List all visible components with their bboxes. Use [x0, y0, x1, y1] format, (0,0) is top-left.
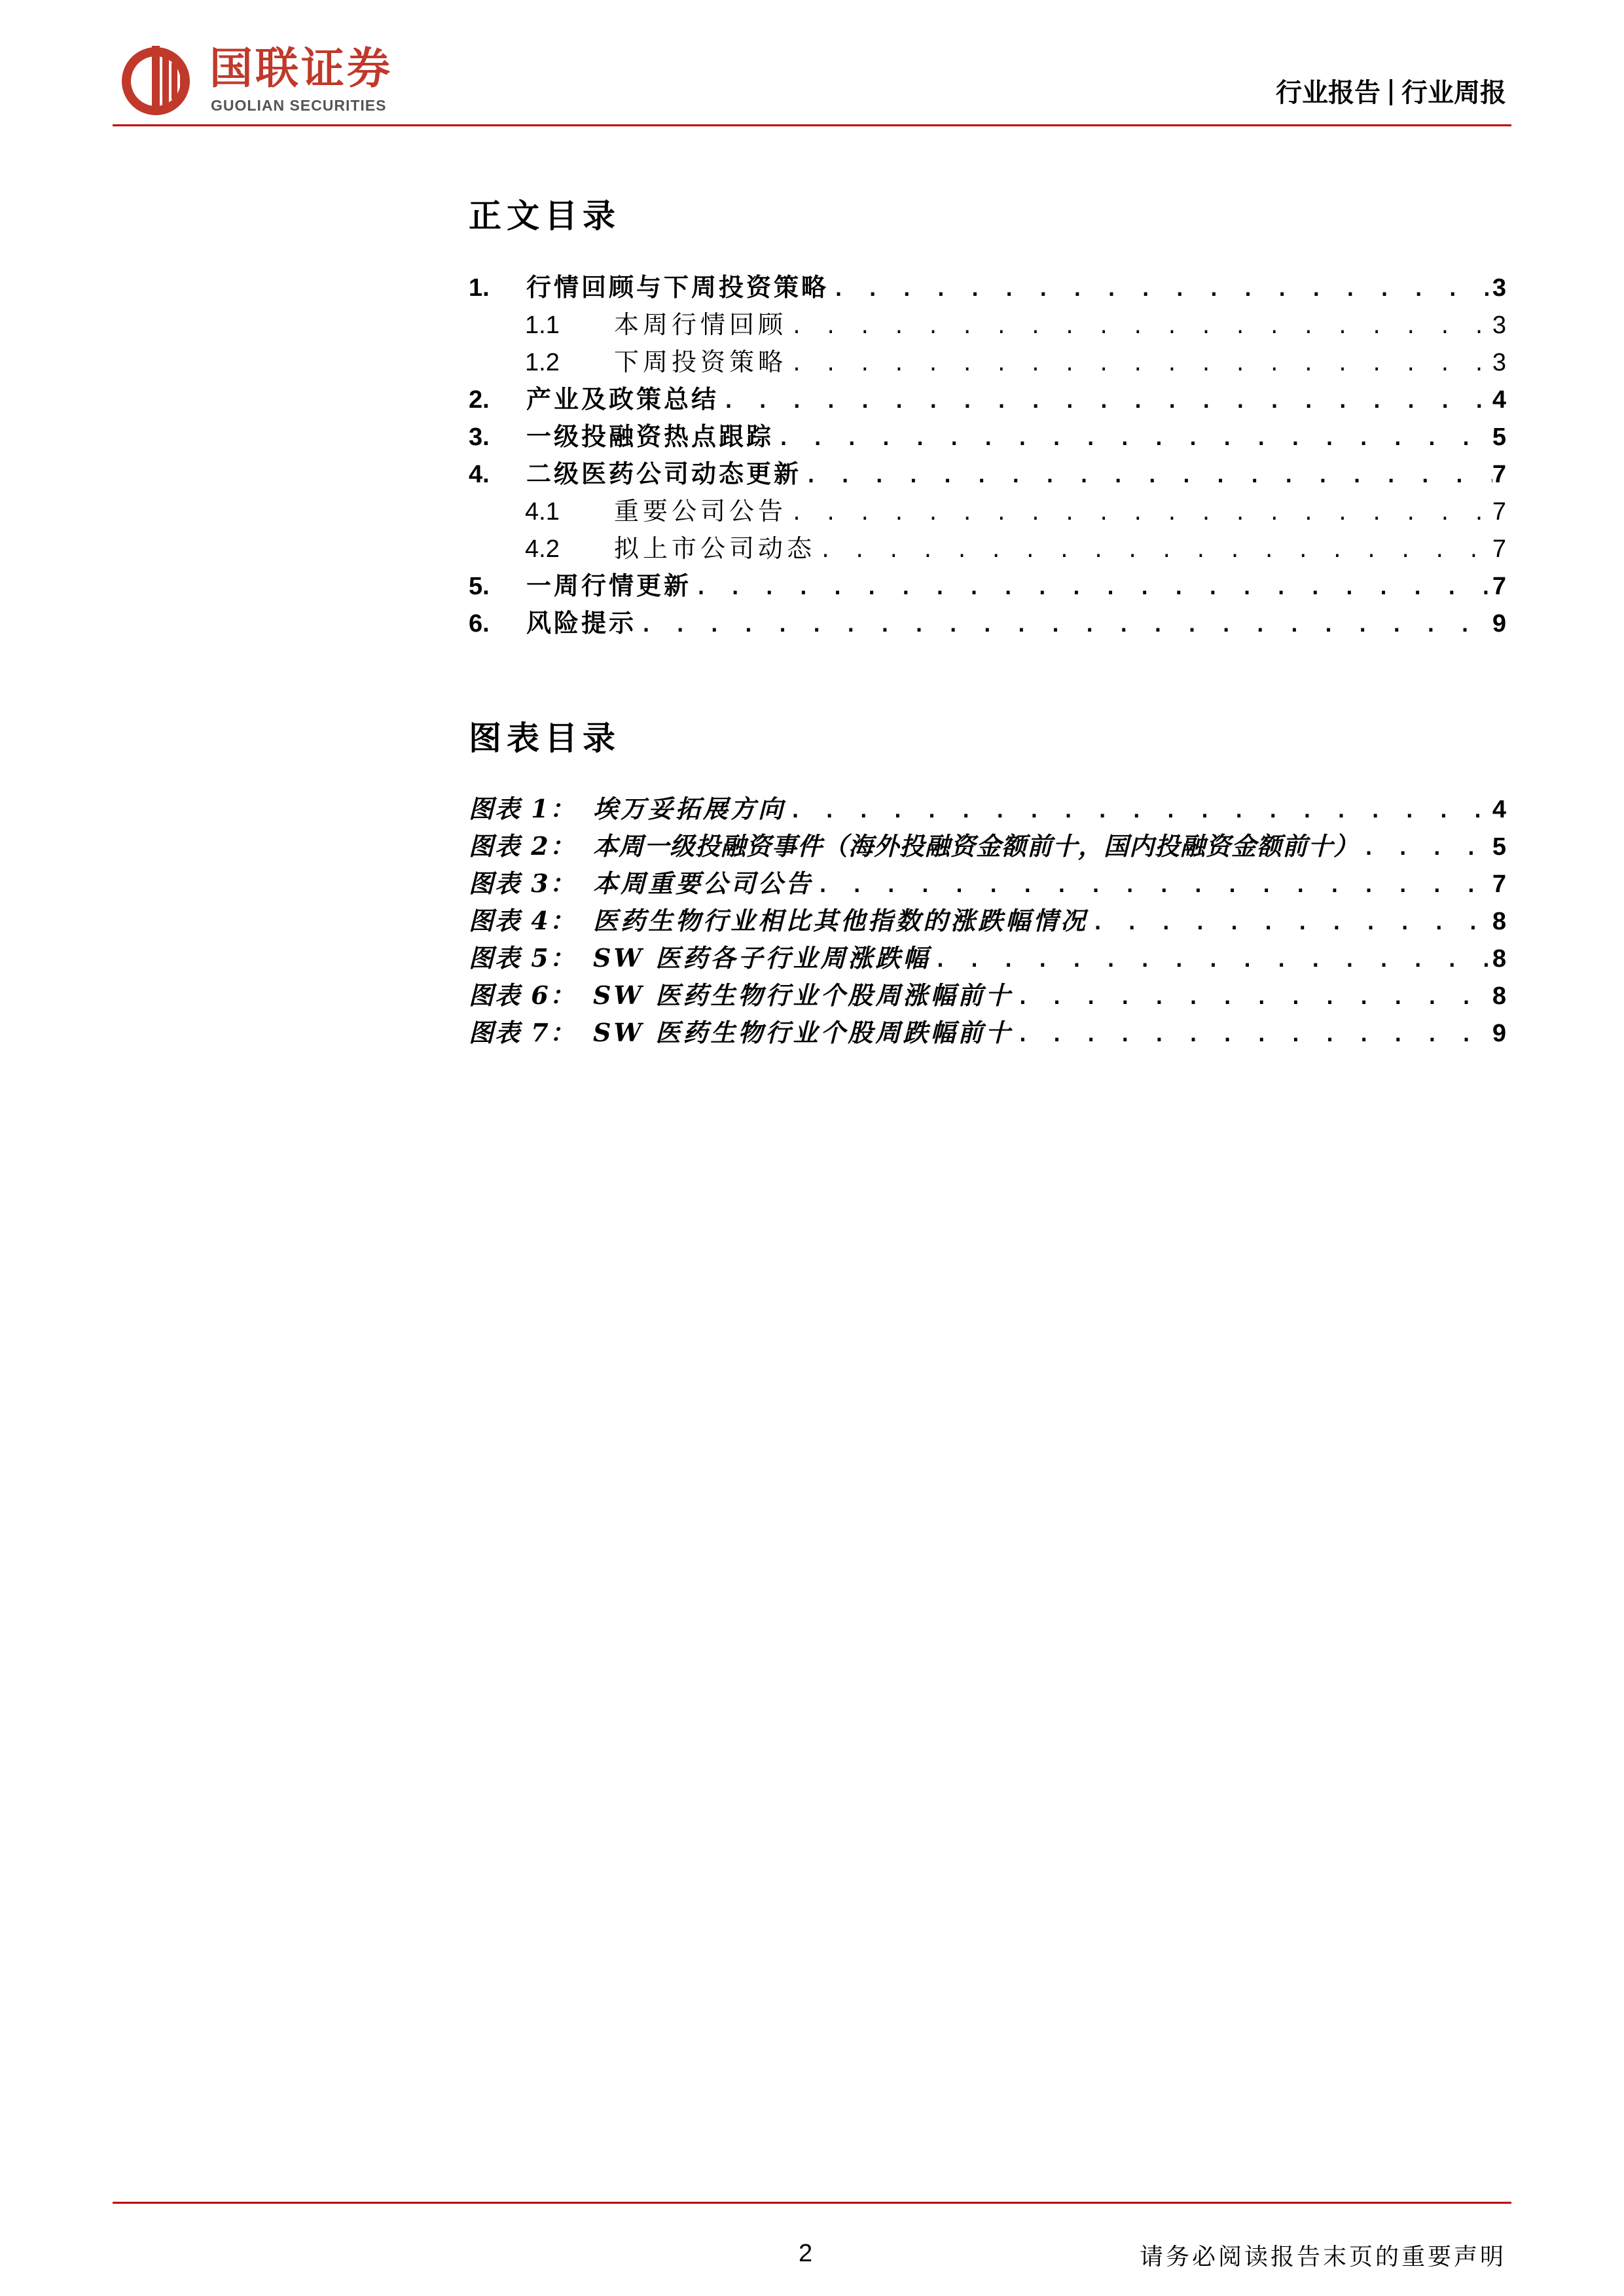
figure-item-title: 本周重要公司公告: [593, 869, 814, 898]
toc-leader-dots: [787, 502, 1492, 525]
figure-item-title: SW 医药生物行业个股周涨幅前十: [593, 980, 1013, 1010]
figure-item-title: 埃万妥拓展方向: [593, 794, 786, 823]
toc-leader-dots: [1088, 912, 1492, 935]
toc-item-page: 5: [1492, 423, 1506, 451]
toc-item-number: 4.: [469, 461, 490, 488]
toc-item-number: 1.: [469, 274, 490, 302]
toc-leader-dots: [785, 800, 1492, 823]
figure-item-label: 图表 6：: [469, 980, 576, 1010]
figure-item-page: 4: [1492, 796, 1506, 823]
toc-item-number: 2.: [469, 386, 490, 414]
logo-chinese-name: 国联证券: [209, 43, 393, 94]
toc-leader-dots: [691, 577, 1492, 600]
footer-disclaimer: 请务必阅读报告末页的重要声明: [1139, 2244, 1506, 2270]
report-type-subcategory: 行业周报: [1401, 77, 1506, 108]
toc-leader-dots: [787, 353, 1492, 376]
toc-item-page: 7: [1492, 535, 1506, 563]
figure-item-title: SW 医药生物行业个股周跌幅前十: [593, 1018, 1013, 1047]
figure-item-label: 图表 7：: [469, 1018, 576, 1047]
toc-item-number: 4.1: [525, 498, 560, 526]
figure-item-page: 5: [1492, 833, 1506, 861]
figures-title: 图表目录: [469, 719, 621, 757]
toc-item-label: 重要公司公告: [614, 497, 787, 526]
figure-item-label: 图表 1：: [469, 794, 576, 823]
toc-item-label: 风险提示: [526, 608, 637, 637]
toc-item[interactable]: [469, 267, 1506, 304]
toc-leader-dots: [787, 315, 1492, 338]
toc-item-label: 本周行情回顾: [614, 310, 787, 339]
toc-item-label: 一级投融资热点跟踪: [526, 422, 774, 451]
report-type-divider: [1390, 79, 1392, 105]
logo-english-name: GUOLIAN SECURITIES: [211, 97, 387, 114]
toc-item[interactable]: [525, 304, 1506, 341]
page-number: 2: [799, 2240, 813, 2267]
toc-leader-dots: [930, 949, 1492, 972]
figure-item-title: 本周一级投融资事件（海外投融资金额前十，国内投融资金额前十）: [593, 831, 1360, 861]
figure-item-label: 图表 5：: [469, 943, 576, 973]
header-rule: [113, 124, 1511, 126]
toc-item-page: 3: [1492, 312, 1506, 339]
toc-item-page: 3: [1492, 274, 1506, 302]
footer-rule: [113, 2202, 1511, 2204]
toc-item-label: 拟上市公司动态: [614, 534, 816, 563]
toc-leader-dots: [1013, 986, 1492, 1009]
toc-item-number: 5.: [469, 573, 490, 600]
figure-item-label: 图表 2：: [469, 831, 576, 861]
toc-item-page: 7: [1492, 573, 1506, 600]
toc-item[interactable]: [525, 342, 1506, 378]
figure-item-label: 图表 4：: [469, 906, 576, 935]
toc-item[interactable]: [525, 528, 1506, 565]
figure-item-page: 8: [1492, 945, 1506, 973]
toc-item-number: 3.: [469, 423, 490, 451]
figure-item[interactable]: [469, 863, 1506, 900]
figure-item-page: 9: [1492, 1020, 1506, 1047]
toc-title: 正文目录: [469, 196, 621, 235]
toc-leader-dots: [801, 465, 1492, 488]
toc-item[interactable]: [469, 379, 1506, 416]
toc-item-label: 行情回顾与下周投资策略: [526, 272, 829, 302]
toc-item-page: 9: [1492, 610, 1506, 637]
toc-leader-dots: [816, 539, 1492, 562]
toc-item[interactable]: [469, 454, 1506, 490]
figure-item[interactable]: [469, 1013, 1506, 1049]
toc-item-label: 一周行情更新: [526, 571, 692, 600]
toc-item-page: 7: [1492, 498, 1506, 526]
toc-item-number: 6.: [469, 610, 490, 637]
toc-item-label: 下周投资策略: [614, 348, 787, 376]
toc-item-label: 二级医药公司动态更新: [526, 459, 802, 488]
toc-item-number: 4.2: [525, 535, 560, 563]
figure-item[interactable]: [469, 826, 1506, 863]
toc-leader-dots: [813, 874, 1492, 897]
toc-leader-dots: [829, 278, 1492, 301]
figure-item-title: 医药生物行业相比其他指数的涨跌幅情况: [593, 906, 1089, 935]
toc-item-page: 4: [1492, 386, 1506, 414]
figure-item-page: 7: [1492, 870, 1506, 898]
report-type: [1276, 77, 1506, 109]
toc-leader-dots: [1013, 1024, 1492, 1047]
toc-leader-dots: [719, 390, 1492, 413]
report-type-category: 行业报告: [1276, 77, 1380, 108]
toc-item-number: 1.1: [525, 312, 560, 339]
figure-item-page: 8: [1492, 982, 1506, 1010]
toc-leader-dots: [1359, 837, 1492, 860]
figure-item[interactable]: [469, 901, 1506, 937]
toc-leader-dots: [636, 614, 1492, 637]
toc-item[interactable]: [469, 603, 1506, 639]
figure-item[interactable]: [469, 789, 1506, 825]
figure-item-page: 8: [1492, 908, 1506, 935]
toc-item-page: 3: [1492, 349, 1506, 376]
toc-item-label: 产业及政策总结: [526, 384, 719, 414]
guolian-logo-icon: [118, 41, 196, 119]
figure-item-title: SW 医药各子行业周涨跌幅: [593, 943, 931, 973]
toc-item[interactable]: [469, 565, 1506, 602]
toc-item[interactable]: [469, 416, 1506, 453]
figure-item-label: 图表 3：: [469, 869, 576, 898]
company-logo: [118, 41, 432, 119]
toc-item-number: 1.2: [525, 349, 560, 376]
figure-item[interactable]: [469, 938, 1506, 975]
figure-item[interactable]: [469, 975, 1506, 1012]
toc-item[interactable]: [525, 491, 1506, 528]
toc-item-page: 7: [1492, 461, 1506, 488]
toc-leader-dots: [774, 427, 1492, 450]
